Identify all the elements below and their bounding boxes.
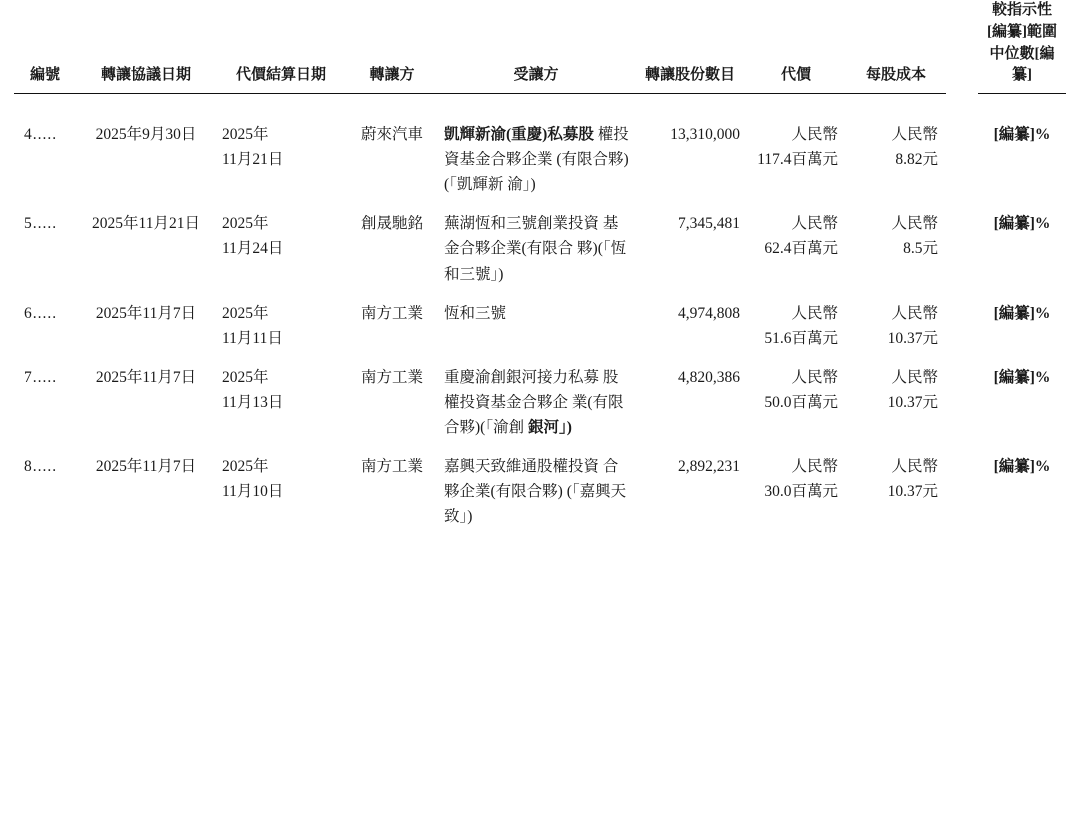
cell-settlement-date	[216, 122, 346, 197]
cell-transferor: 蔚來汽車	[360, 126, 423, 143]
cell-transferor: 創晟馳銘	[360, 215, 423, 233]
transferee-line-1: 嘉興天致維通股權投資	[444, 458, 600, 476]
cell-cost-per-share	[846, 301, 946, 351]
column-header-transferor: 轉讓方	[346, 0, 438, 94]
cell-settlement-date	[216, 365, 346, 440]
cell-consideration	[746, 122, 846, 197]
cell-settlement-date	[216, 301, 346, 351]
cell-consideration	[746, 365, 846, 440]
cost-line-2: 8.82元	[895, 151, 938, 169]
table-row	[14, 301, 1066, 351]
cost-line-1: 人民幣	[891, 458, 938, 476]
column-header-consideration: 代價	[746, 0, 846, 94]
column-header-agreement-date: 轉讓協議日期	[76, 0, 216, 94]
settlement-date-line-1: 2025年	[222, 458, 269, 476]
cell-agreement-date: 2025年11月7日	[95, 304, 197, 322]
transferee-line-1: 蕪湖恆和三號創業投資	[444, 215, 600, 233]
cell-settlement-date	[216, 454, 346, 529]
column-header-spacer	[946, 0, 978, 94]
cell-shares: 2,892,231	[678, 458, 740, 476]
cell-shares: 13,310,000	[670, 126, 740, 143]
cost-line-1: 人民幣	[891, 368, 938, 386]
cell-cost-per-share	[846, 122, 946, 197]
consideration-line-1: 人民幣	[791, 215, 838, 233]
column-header-transferee: 受讓方	[438, 0, 634, 94]
transferee-line-2: 權投資基金合夥企業	[444, 126, 629, 169]
consideration-line-2: 117.4百萬元	[757, 151, 838, 169]
cell-discount: [編纂]%	[993, 458, 1051, 476]
cost-line-2: 10.37元	[887, 393, 938, 411]
consideration-line-1: 人民幣	[791, 368, 838, 386]
cost-line-2: 10.37元	[887, 329, 938, 347]
cell-no: 5.....	[24, 215, 58, 233]
cost-line-2: 8.5元	[903, 240, 938, 258]
cell-shares: 4,974,808	[678, 304, 740, 322]
cell-shares: 4,820,386	[678, 368, 740, 386]
transferee-line-4: 銀河」)	[527, 419, 572, 437]
row-gap	[14, 197, 1066, 211]
consideration-line-1: 人民幣	[791, 126, 838, 143]
column-header-discount	[978, 0, 1066, 94]
cell-transferee	[438, 365, 634, 440]
column-header-cost-per-share: 每股成本	[846, 0, 946, 94]
cell-no: 7.....	[24, 368, 58, 386]
transferee-line-3: 業(有限合夥)(「渝創	[444, 393, 624, 437]
cell-spacer	[946, 211, 978, 286]
consideration-line-2: 51.6百萬元	[764, 329, 838, 347]
transferee-line-2: 股權投資基金合夥企	[444, 368, 619, 411]
cell-no: 4.....	[24, 126, 58, 143]
discount-header-line-1: 較指示性	[991, 2, 1052, 18]
cell-discount: [編纂]%	[993, 215, 1051, 233]
cell-spacer	[946, 365, 978, 440]
table-body	[14, 94, 1066, 530]
consideration-line-2: 50.0百萬元	[764, 393, 838, 411]
column-header-settlement-date: 代價結算日期	[216, 0, 346, 94]
cell-consideration	[746, 211, 846, 286]
settlement-date-line-1: 2025年	[222, 304, 269, 322]
transferee-line-1: 恆和三號	[444, 304, 507, 322]
cell-agreement-date: 2025年9月30日	[95, 126, 197, 143]
cell-spacer	[946, 454, 978, 529]
consideration-line-2: 30.0百萬元	[764, 483, 838, 501]
cell-discount: [編纂]%	[993, 368, 1051, 386]
cell-transferor: 南方工業	[360, 458, 423, 476]
cell-transferee	[438, 122, 634, 197]
discount-header-line-3: 中位數[編纂]	[989, 45, 1055, 84]
cell-spacer	[946, 122, 978, 197]
discount-header-line-2: [編纂]範圍	[987, 23, 1057, 40]
share-transfer-table	[14, 0, 1066, 530]
cell-discount: [編纂]%	[993, 304, 1051, 322]
row-gap	[14, 351, 1066, 365]
cost-line-1: 人民幣	[891, 304, 938, 322]
settlement-date-line-1: 2025年	[222, 126, 269, 143]
table-row	[14, 122, 1066, 197]
cell-settlement-date	[216, 211, 346, 286]
transferee-line-3: (「嘉興天致」)	[444, 483, 627, 526]
transferee-line-3: (有限合夥)(「凱輝新	[444, 151, 629, 194]
cost-line-2: 10.37元	[887, 483, 938, 501]
cell-spacer	[946, 301, 978, 351]
transferee-line-1: 重慶渝創銀河接力私募	[444, 368, 600, 386]
cell-cost-per-share	[846, 211, 946, 286]
row-gap	[14, 287, 1066, 301]
cell-consideration	[746, 301, 846, 351]
column-header-no: 編號	[14, 0, 76, 94]
transferee-line-1: 凱輝新渝(重慶)私募股	[444, 126, 594, 143]
cell-agreement-date: 2025年11月7日	[95, 458, 197, 476]
consideration-line-1: 人民幣	[791, 458, 838, 476]
transferee-line-2: 基金合夥企業(有限合	[444, 215, 619, 258]
cell-transferee	[438, 454, 634, 529]
cell-shares: 7,345,481	[678, 215, 740, 233]
settlement-date-line-2: 11月10日	[222, 483, 284, 501]
table-header-row	[14, 0, 1066, 94]
row-gap	[14, 440, 1066, 454]
cost-line-1: 人民幣	[891, 215, 938, 233]
header-body-spacer	[14, 94, 1066, 123]
cell-no: 6.....	[24, 304, 58, 322]
cell-agreement-date: 2025年11月7日	[95, 368, 197, 386]
cell-discount: [編纂]%	[993, 126, 1051, 143]
cell-cost-per-share	[846, 454, 946, 529]
table-header	[14, 0, 1066, 94]
cell-consideration	[746, 454, 846, 529]
transferee-line-4: 渝」)	[507, 176, 536, 194]
table-row	[14, 365, 1066, 440]
consideration-line-1: 人民幣	[791, 304, 838, 322]
consideration-line-2: 62.4百萬元	[764, 240, 838, 258]
cost-line-1: 人民幣	[891, 126, 938, 143]
settlement-date-line-1: 2025年	[222, 368, 269, 386]
table-row	[14, 454, 1066, 529]
cell-cost-per-share	[846, 365, 946, 440]
settlement-date-line-2: 11月21日	[222, 151, 284, 169]
column-header-shares: 轉讓股份數目	[634, 0, 746, 94]
cell-transferee	[438, 301, 634, 351]
transferee-line-2: 合夥企業(有限合夥)	[444, 458, 619, 501]
cell-transferor: 南方工業	[360, 368, 423, 386]
settlement-date-line-2: 11月24日	[222, 240, 284, 258]
cell-transferee	[438, 211, 634, 286]
cell-transferor: 南方工業	[360, 304, 423, 322]
cell-no: 8.....	[24, 458, 58, 476]
transferee-line-3: 夥)(「恆和三號」)	[444, 240, 627, 283]
table-row	[14, 211, 1066, 286]
settlement-date-line-2: 11月11日	[222, 329, 283, 347]
cell-agreement-date: 2025年11月21日	[92, 215, 200, 233]
settlement-date-line-2: 11月13日	[222, 393, 284, 411]
settlement-date-line-1: 2025年	[222, 215, 269, 233]
